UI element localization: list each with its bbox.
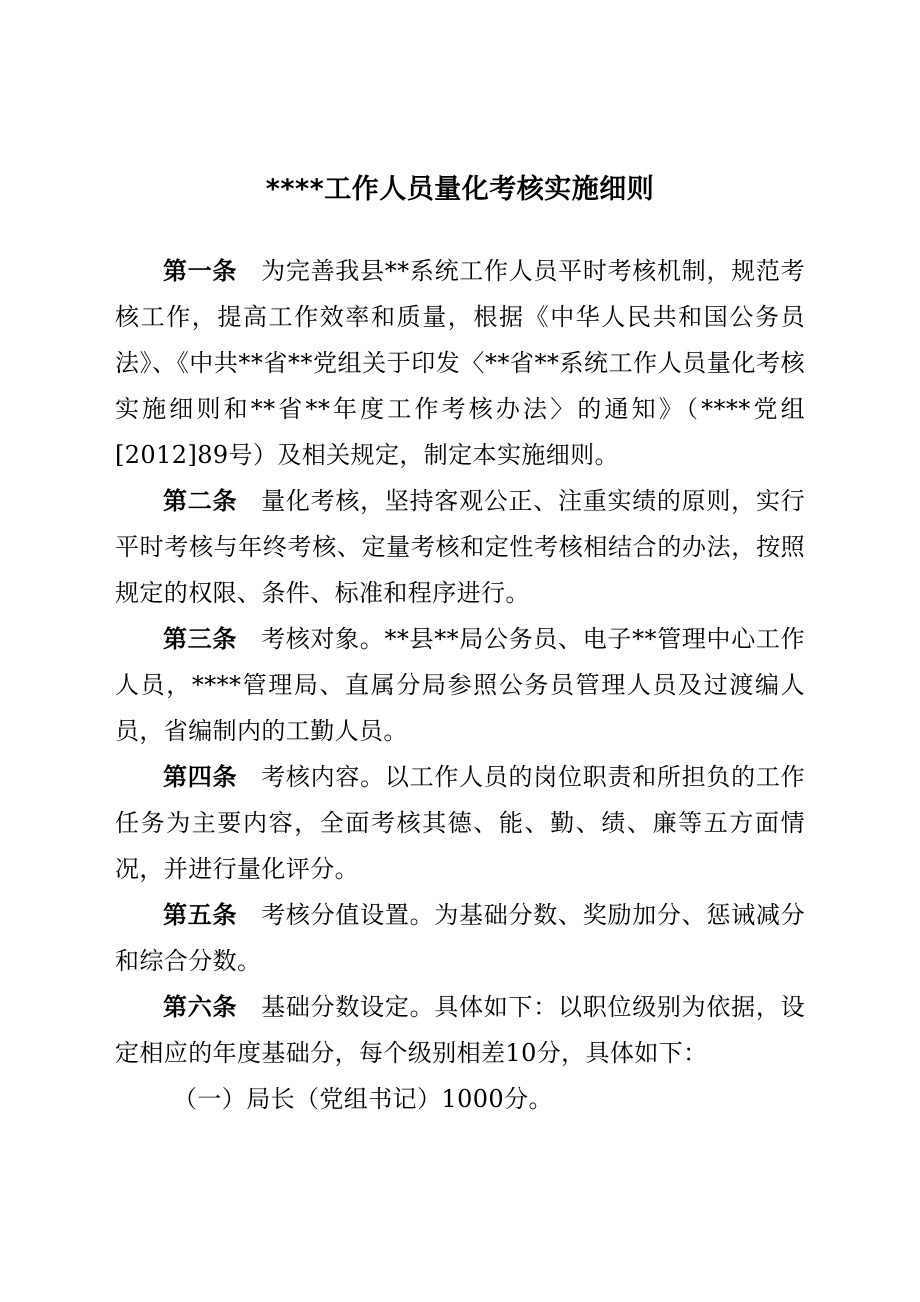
article-2 <box>115 478 805 616</box>
article-label: 第六条 <box>163 993 238 1021</box>
article-text: 考核对象。**县**局公务员、电子**管理中心工作人员，****管理局、直属分局参照公务员管理人员及过渡编人员，省编制内的工勤人员。 <box>115 625 806 745</box>
document-body <box>115 248 805 1122</box>
article-label: 第三条 <box>163 625 238 653</box>
article-1 <box>115 248 805 478</box>
article-5 <box>115 892 805 984</box>
article-4 <box>115 754 805 892</box>
article-3 <box>115 616 805 754</box>
article-text: 考核内容。以工作人员的岗位职责和所担负的工作任务为主要内容，全面考核其德、能、勤、绩、廉等五方面情况，并进行量化评分。 <box>115 763 805 883</box>
article-label: 第四条 <box>163 763 238 791</box>
article-text: 考核分值设置。为基础分数、奖励加分、惩诫减分和综合分数。 <box>115 901 805 975</box>
document-title: ****工作人员量化考核实施细则 <box>265 174 655 205</box>
article-label: 第一条 <box>163 257 238 285</box>
article-text: 基础分数设定。具体如下：以职位级别为依据，设定相应的年度基础分，每个级别相差10分，具体如下： <box>115 993 805 1067</box>
article-label: 第五条 <box>163 901 238 929</box>
article-6 <box>115 984 805 1076</box>
article-label: 第二条 <box>163 487 238 515</box>
article-text: 为完善我县**系统工作人员平时考核机制，规范考核工作，提高工作效率和质量，根据《中华人民共和国公务员法》、《中共**省**党组关于印发〈**省**系统工作人员量化考核实施细则和**省**年度工作考核办法〉的通知》（****党组[2012]89号）及相关规定，制定本实施细则。 <box>115 257 805 469</box>
list-item: （一）局长（党组书记）1000分。 <box>173 1085 553 1113</box>
article-text: 量化考核，坚持客观公正、注重实绩的原则，实行平时考核与年终考核、定量考核和定性考核相结合的办法，按照规定的权限、条件、标准和程序进行。 <box>115 487 805 607</box>
